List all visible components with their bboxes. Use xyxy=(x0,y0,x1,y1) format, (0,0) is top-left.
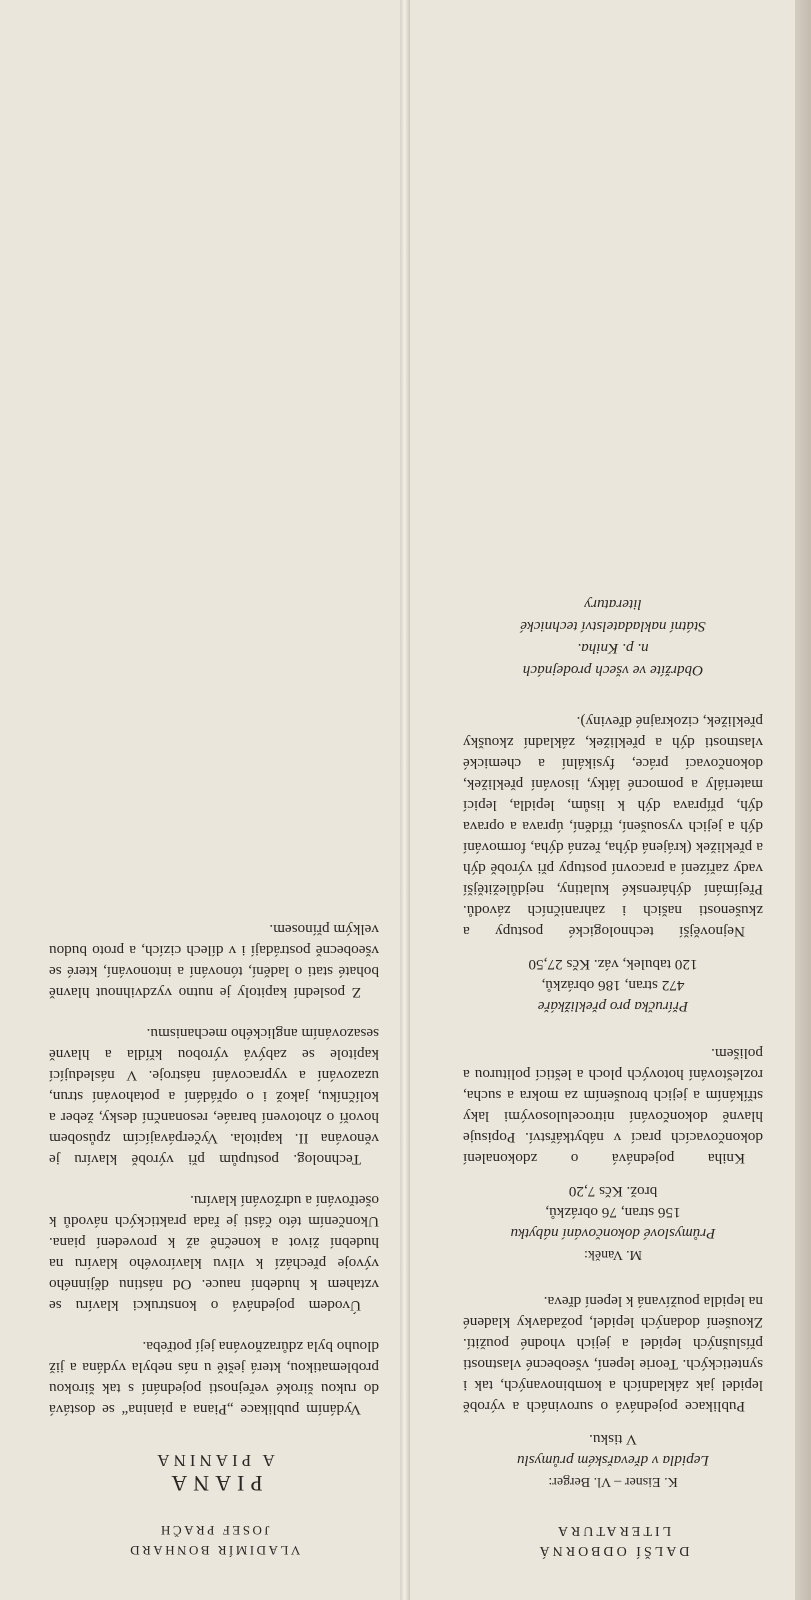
book-meta: 156 stran, 76 obrázků, xyxy=(545,1204,681,1221)
book-entry-3 xyxy=(463,711,763,1017)
book-description: Nejnovější technologické postupy a zkušenosti našich i zahraničních závodů. Přejímání dýhárenské kulatiny, nejdůležitější vady zařízení a pracovní postupy při výrobě dýh a překližek (krájená dýha, řezná dýha, formování dýh a jejich vysoušení, třídění, úprava a oprava dýh, příprava dýh k lisům, lepidla, lepicí materiály a pomocné látky, lisování překližek, dokončovací práce, fysikální a chemické vlastnosti dýh a překližek, základní zkoušky překližek, cizokrajné dřeviny). xyxy=(463,713,763,940)
book-author: K. Eisner – Vl. Berger: xyxy=(548,1474,678,1489)
book-subtitle: A PIANINA xyxy=(153,1451,275,1470)
book-description-panel xyxy=(49,899,379,1560)
paper-edge xyxy=(795,0,811,1600)
book-title: Průmyslové dokončování nábytku xyxy=(510,1225,716,1242)
book-entry-2 xyxy=(463,1043,763,1265)
description-paragraph: Vydáním publikace „Piana a pianina“ se dostává do rukou široké veřejnosti pojednání s tak širokou problematikou, která ještě u nás nebyla vydána a již dlouho byla zdůrazňována její potřeba. xyxy=(49,1338,379,1418)
book-title-main: PIANA xyxy=(165,1471,263,1496)
further-literature-panel xyxy=(463,593,763,1560)
description-paragraph: Úvodem pojednává o konstrukci klavíru se vztahem k hudební nauce. Od nástinu dějinného vývoje přechází k vlivu klavírového klavíru na hudební život a konečně až k provedení piana. Ukončením této části je řada praktických návodů k ošetřování a udržování klavíru. xyxy=(49,1192,379,1314)
description-paragraph: Technolog. postupům při výrobě klavíru je věnována II. kapitola. Vyčerpávajícím způsobem hovoří o zhotovení baraáe, resonanční desky, žeber a kolíčníku, jakož i o opřádání a potahování strun, uzazování a vypracování nástroje. V následující kapitole se zabývá výrobou křídla a hlavně sesazováním anglického mechanismu. xyxy=(49,1025,379,1168)
book-meta: 472 stran, 186 obrázků, xyxy=(541,977,685,994)
jacket-fold xyxy=(400,0,410,1600)
book-title: Příručka pro překližkáře xyxy=(537,998,689,1015)
book-author: M. Vaněk: xyxy=(583,1247,643,1262)
book-meta: V tisku. xyxy=(589,1431,637,1448)
book-price: 120 tabulek, váz. Kčs 27,50 xyxy=(528,956,698,973)
further-literature-heading: DALŠÍ ODBORNÁ LITERATURA xyxy=(536,1523,690,1558)
book-description: Kniha pojednává o zdokonalení dokončovacích prací v nábytkářství. Popisuje hlavně dokončování nitrocelulosovými laky stříkáním a jejich broušením za mokra a sucha, rozleštování hotových ploch a lešticí politurou a polišem. xyxy=(463,1045,763,1167)
book-entry-1 xyxy=(463,1291,763,1492)
book-authors: VLADIMÍR BONHARD JOSEF PRAČH xyxy=(127,1523,301,1558)
book-price: brož. Kčs 7,20 xyxy=(568,1183,658,1200)
book-title: Lepidla v dřevařském průmyslu xyxy=(517,1452,709,1469)
book-description: Publikace pojednává o surovinách a výrobě lepidel jak základních a kombinovaných, tak i syntetických. Teorie lepení, všeobecné vlastnosti příslušných lepidel a jejich vhodné použití. Zkoušení dodaných lepidel, požadavky kladené na lepidla používaná k lepení dřeva. xyxy=(463,1293,763,1415)
publisher-footer: Obdržíte ve všech prodejnách n. p. Kniha. Státní nakladatelství technické literatury xyxy=(520,596,706,679)
description-paragraph: Z poslední kapitoly je nutno vyzdvihnout hlavně bohaté stati o ladění, tónování a intonování, které se všeobecně postrádají i v dílech cizích, a proto budou velkým přínosem. xyxy=(49,921,379,1001)
